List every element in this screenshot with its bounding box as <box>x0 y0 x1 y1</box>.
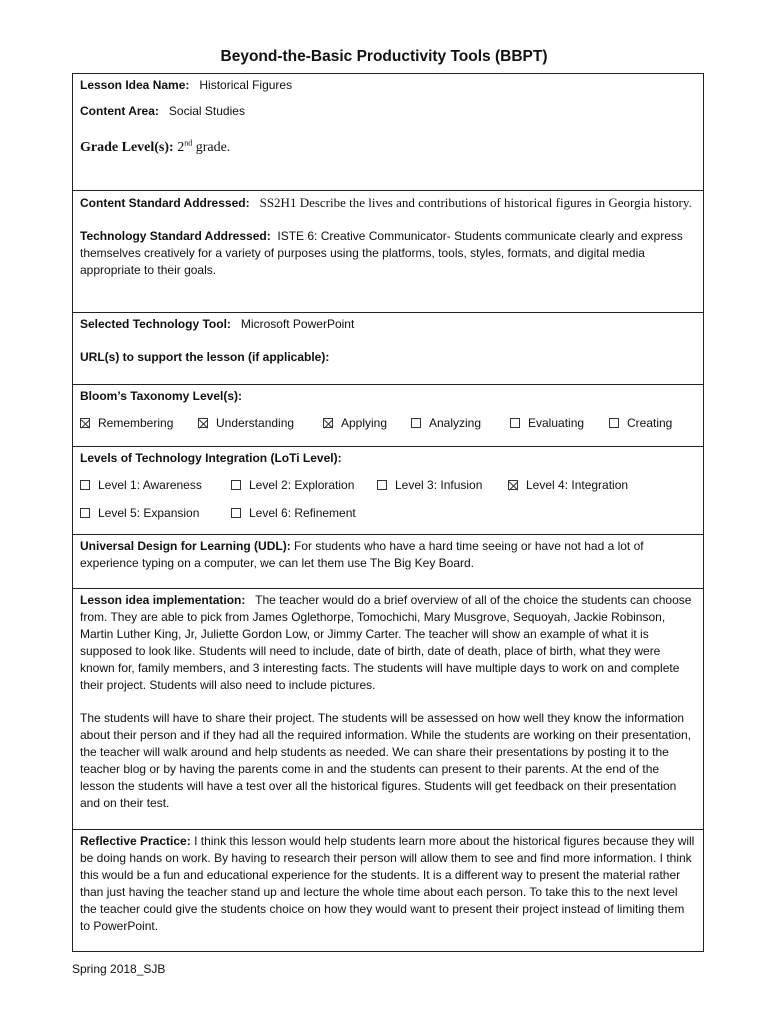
loti-level-5[interactable] <box>80 505 231 522</box>
checkbox-label: Applying <box>341 415 388 430</box>
implementation-section <box>73 589 703 830</box>
content-area-label: Content Area: <box>80 104 159 118</box>
loti-level-1[interactable] <box>80 477 231 494</box>
url-label: URL(s) to support the lesson (if applicable): <box>80 350 330 364</box>
checkbox-unchecked-icon[interactable] <box>609 418 619 428</box>
checkbox-label: Analyzing <box>429 415 482 430</box>
loti-level-4[interactable] <box>508 477 628 494</box>
checkbox-label: Level 1: Awareness <box>98 477 202 492</box>
blooms-applying[interactable] <box>323 415 411 432</box>
lesson-name-label: Lesson Idea Name: <box>80 78 190 92</box>
blooms-taxonomy-label: Bloom’s Taxonomy Level(s): <box>80 389 243 403</box>
content-area-value: Social Studies <box>168 104 245 118</box>
technology-standard-label: Technology Standard Addressed: <box>80 229 271 243</box>
page-footer: Spring 2018_SJB <box>72 962 166 976</box>
blooms-understanding[interactable] <box>198 415 323 432</box>
grade-level-number: 2 <box>177 140 185 155</box>
standards-section <box>73 191 703 313</box>
implementation-label: Lesson idea implementation: <box>80 593 246 607</box>
reflective-practice-section <box>73 830 703 951</box>
checkbox-label: Level 6: Refinement <box>249 505 356 520</box>
checkbox-label: Creating <box>627 415 673 430</box>
technology-standard-value: ISTE 6: Creative Communicator- Students communicate clearly and express themselves creatively for a variety of purposes using the platforms, tools, styles, formats, and digital media appropriate to their goals. <box>80 229 683 277</box>
checkbox-label: Level 4: Integration <box>526 477 629 492</box>
blooms-taxonomy-section <box>73 385 703 447</box>
checkbox-unchecked-icon[interactable] <box>231 508 241 518</box>
blooms-remembering[interactable] <box>80 415 198 432</box>
implementation-paragraph-2: The students will have to share their project. The students will be assessed on how well they know the information about their person and if they had all the required information. While the students are working on their presentation, the teacher will walk around and help students as needed. We can share their presentations by posting it to the teacher blog or by having the parents come in and the students can present to their parents. At the end of the lesson the students will have a test over all the historical figures. Students will get feedback on their presentation and on their test. <box>80 711 692 810</box>
grade-level-suffix: nd <box>184 138 193 148</box>
technology-tool-section <box>73 313 703 385</box>
checkbox-label: Level 3: Infusion <box>395 477 483 492</box>
checkbox-checked-icon[interactable] <box>198 418 208 428</box>
reflective-practice-value: I think this lesson would help students learn more about the historical figures because they will be doing hands on work. By having to research their person will allow them to see and find more information. I think this would be a fun and educational experience for the students. It is a different way to present the material rather than just having the teacher stand up and lecture the whole time about each person. To take this to the next level the teacher could give the students choice on how they would want to present their project instead of limiting them to PowerPoint. <box>80 834 695 933</box>
lesson-plan-form <box>72 73 704 952</box>
checkbox-unchecked-icon[interactable] <box>231 480 241 490</box>
lesson-name-value: Historical Figures <box>199 78 293 92</box>
checkbox-unchecked-icon[interactable] <box>510 418 520 428</box>
checkbox-checked-icon[interactable] <box>508 480 518 490</box>
content-standard-label: Content Standard Addressed: <box>80 196 250 210</box>
checkbox-checked-icon[interactable] <box>323 418 333 428</box>
loti-level-3[interactable] <box>377 477 508 494</box>
grade-level-label: Grade Level(s): <box>80 140 174 155</box>
udl-label: Universal Design for Learning (UDL): <box>80 539 291 553</box>
loti-level-6[interactable] <box>231 505 356 522</box>
blooms-analyzing[interactable] <box>411 415 510 432</box>
lesson-info-section <box>73 74 703 191</box>
checkbox-unchecked-icon[interactable] <box>377 480 387 490</box>
blooms-creating[interactable] <box>609 415 672 432</box>
checkbox-label: Remembering <box>98 415 174 430</box>
checkbox-checked-icon[interactable] <box>80 418 90 428</box>
checkbox-label: Level 5: Expansion <box>98 505 200 520</box>
checkbox-label: Level 2: Exploration <box>249 477 355 492</box>
checkbox-unchecked-icon[interactable] <box>80 480 90 490</box>
checkbox-unchecked-icon[interactable] <box>411 418 421 428</box>
loti-label: Levels of Technology Integration (LoTi Level): <box>80 451 342 465</box>
loti-section <box>73 447 703 535</box>
udl-section <box>73 535 703 589</box>
document-title: Beyond-the-Basic Productivity Tools (BBPT) <box>220 48 548 65</box>
checkbox-label: Understanding <box>216 415 295 430</box>
udl-value: For students who have a hard time seeing or have not had a lot of experience typing on a computer, we can let them use The Big Key Board. <box>80 539 644 570</box>
checkbox-unchecked-icon[interactable] <box>80 508 90 518</box>
grade-level-text: grade. <box>192 140 231 155</box>
implementation-paragraph-1: The teacher would do a brief overview of all of the choice the students can choose from. They are able to pick from James Oglethorpe, Tomochichi, Mary Musgrove, Sequoyah, Jackie Robinson, Martin Luther King, Jr, Juliette Gordon Low, or Jimmy Carter. The teacher will show an example of what it is supposed to look like. Students will need to include, date of birth, date of death, place of birth, what they were known for, family members, and 3 interesting facts. The students will have multiple days to work on and complete their project. Students will also need to include pictures. <box>80 593 692 692</box>
blooms-evaluating[interactable] <box>510 415 609 432</box>
checkbox-label: Evaluating <box>528 415 585 430</box>
loti-level-2[interactable] <box>231 477 377 494</box>
reflective-practice-label: Reflective Practice: <box>80 834 191 848</box>
content-standard-value: SS2H1 Describe the lives and contributions of historical figures in Georgia history. <box>259 195 692 210</box>
technology-tool-label: Selected Technology Tool: <box>80 317 231 331</box>
technology-tool-value: Microsoft PowerPoint <box>240 317 355 331</box>
